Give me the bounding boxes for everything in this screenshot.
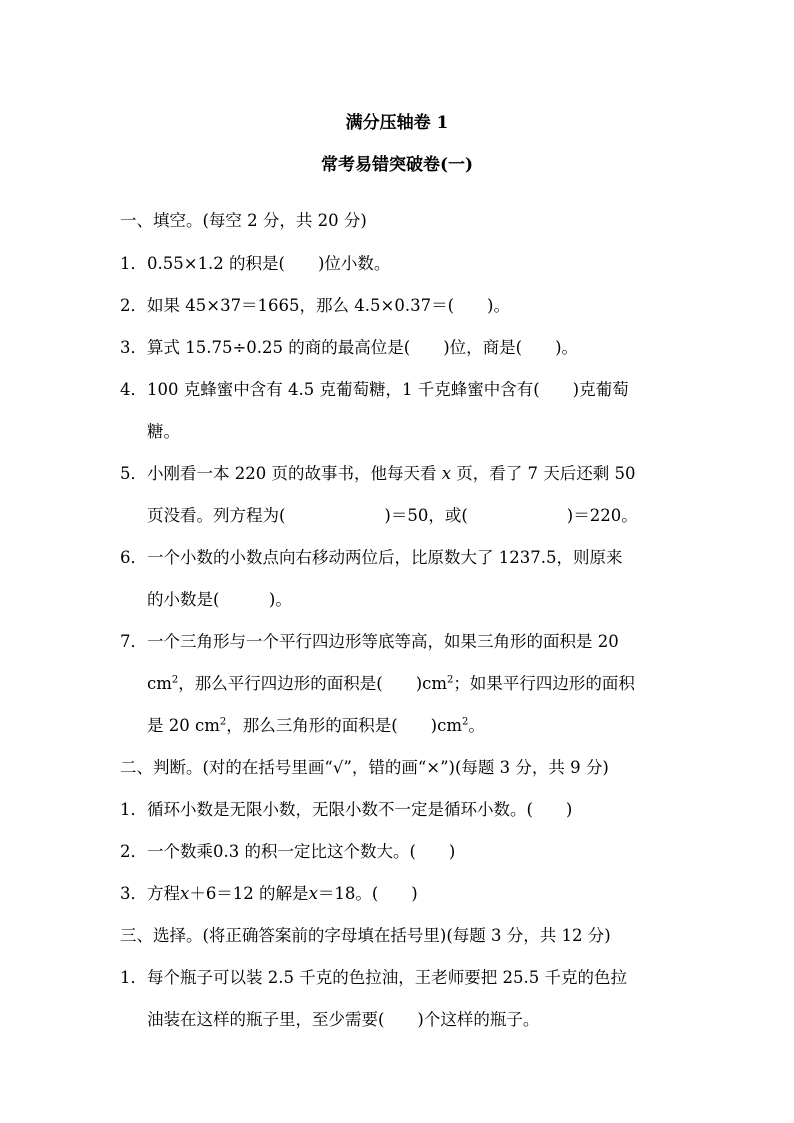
question-1-1	[120, 253, 390, 275]
question-number: 1．	[120, 800, 147, 819]
question-text: 算式 15.75÷0.25 的商的最高位是( )位，商是( )。	[147, 338, 579, 357]
question-1-4-cont: 糖。	[147, 422, 180, 441]
superscript: 2	[447, 674, 454, 686]
question-1-2	[120, 295, 510, 317]
question-text: 100 克蜂蜜中含有 4.5 克葡萄糖，1 千克蜂蜜中含有( )克葡萄	[147, 380, 629, 399]
question-1-6-cont: 的小数是( )。	[147, 590, 292, 609]
question-1-6	[120, 547, 622, 569]
question-text: ；如果平行四边形的面积	[453, 674, 635, 693]
question-text: 一个三角形与一个平行四边形等底等高，如果三角形的面积是 20	[147, 632, 619, 651]
question-number: 7．	[120, 632, 147, 651]
question-number: 5．	[120, 464, 147, 483]
question-number: 6．	[120, 548, 147, 567]
page-title: 满分压轴卷 1	[345, 113, 449, 133]
question-text: 是 20 cm	[147, 716, 220, 735]
question-1-5-cont: 页没看。列方程为( )＝50，或( )＝220。	[147, 506, 638, 525]
question-2-1	[120, 799, 572, 821]
superscript: 2	[219, 716, 227, 728]
question-number: 3．	[120, 884, 147, 903]
question-text: 如果 45×37＝1665，那么 4.5×0.37＝( )。	[147, 296, 510, 315]
question-text: 小刚看一本 220 页的故事书，他每天看	[147, 464, 442, 483]
question-text: 方程	[147, 884, 180, 903]
question-text: 。	[468, 716, 485, 735]
question-text-cont: 页，看了 7 天后还剩 50	[451, 464, 636, 483]
variable-x: x	[441, 464, 452, 483]
unit-text: cm	[147, 674, 172, 693]
question-1-7	[120, 631, 619, 653]
question-1-7-cont2	[147, 715, 485, 737]
question-text: 0.55×1.2 的积是( )位小数。	[147, 254, 391, 273]
question-number: 4．	[120, 380, 147, 399]
question-number: 1．	[120, 254, 147, 273]
question-2-3	[120, 883, 418, 905]
section-1-heading: 一、填空。(每空 2 分，共 20 分)	[120, 211, 367, 230]
question-text: 一个数乘0.3 的积一定比这个数大。( )	[147, 842, 456, 861]
superscript: 2	[462, 716, 469, 728]
superscript: 2	[171, 674, 179, 686]
question-text: 循环小数是无限小数，无限小数不一定是循环小数。( )	[147, 800, 573, 819]
question-text: ＝18。( )	[317, 884, 418, 903]
variable-x: x	[180, 884, 190, 903]
variable-x: x	[308, 884, 318, 903]
question-number: 2．	[120, 842, 147, 861]
question-1-5	[120, 463, 636, 485]
question-3-1	[120, 967, 627, 989]
question-3-1-cont: 油装在这样的瓶子里，至少需要( )个这样的瓶子。	[147, 1010, 540, 1029]
question-text: 每个瓶子可以装 2.5 千克的色拉油，王老师要把 25.5 千克的色拉	[147, 968, 627, 987]
question-number: 1．	[120, 968, 147, 987]
section-3-heading: 三、选择。(将正确答案前的字母填在括号里)(每题 3 分，共 12 分)	[120, 926, 611, 945]
question-number: 2．	[120, 296, 147, 315]
question-text: ＋6＝12 的解是	[189, 884, 309, 903]
section-2-heading: 二、判断。(对的在括号里画“√”，错的画“×”)(每题 3 分，共 9 分)	[120, 758, 609, 777]
question-text: 一个小数的小数点向右移动两位后，比原数大了 1237.5，则原来	[147, 548, 623, 567]
page-subtitle: 常考易错突破卷(一)	[320, 155, 474, 175]
question-2-2	[120, 841, 455, 863]
question-1-4	[120, 379, 629, 401]
question-number: 3．	[120, 338, 147, 357]
question-text: ，那么平行四边形的面积是( )cm	[178, 674, 448, 693]
question-1-3	[120, 337, 578, 359]
question-text: ，那么三角形的面积是( )cm	[226, 716, 463, 735]
question-1-7-cont	[147, 673, 635, 695]
